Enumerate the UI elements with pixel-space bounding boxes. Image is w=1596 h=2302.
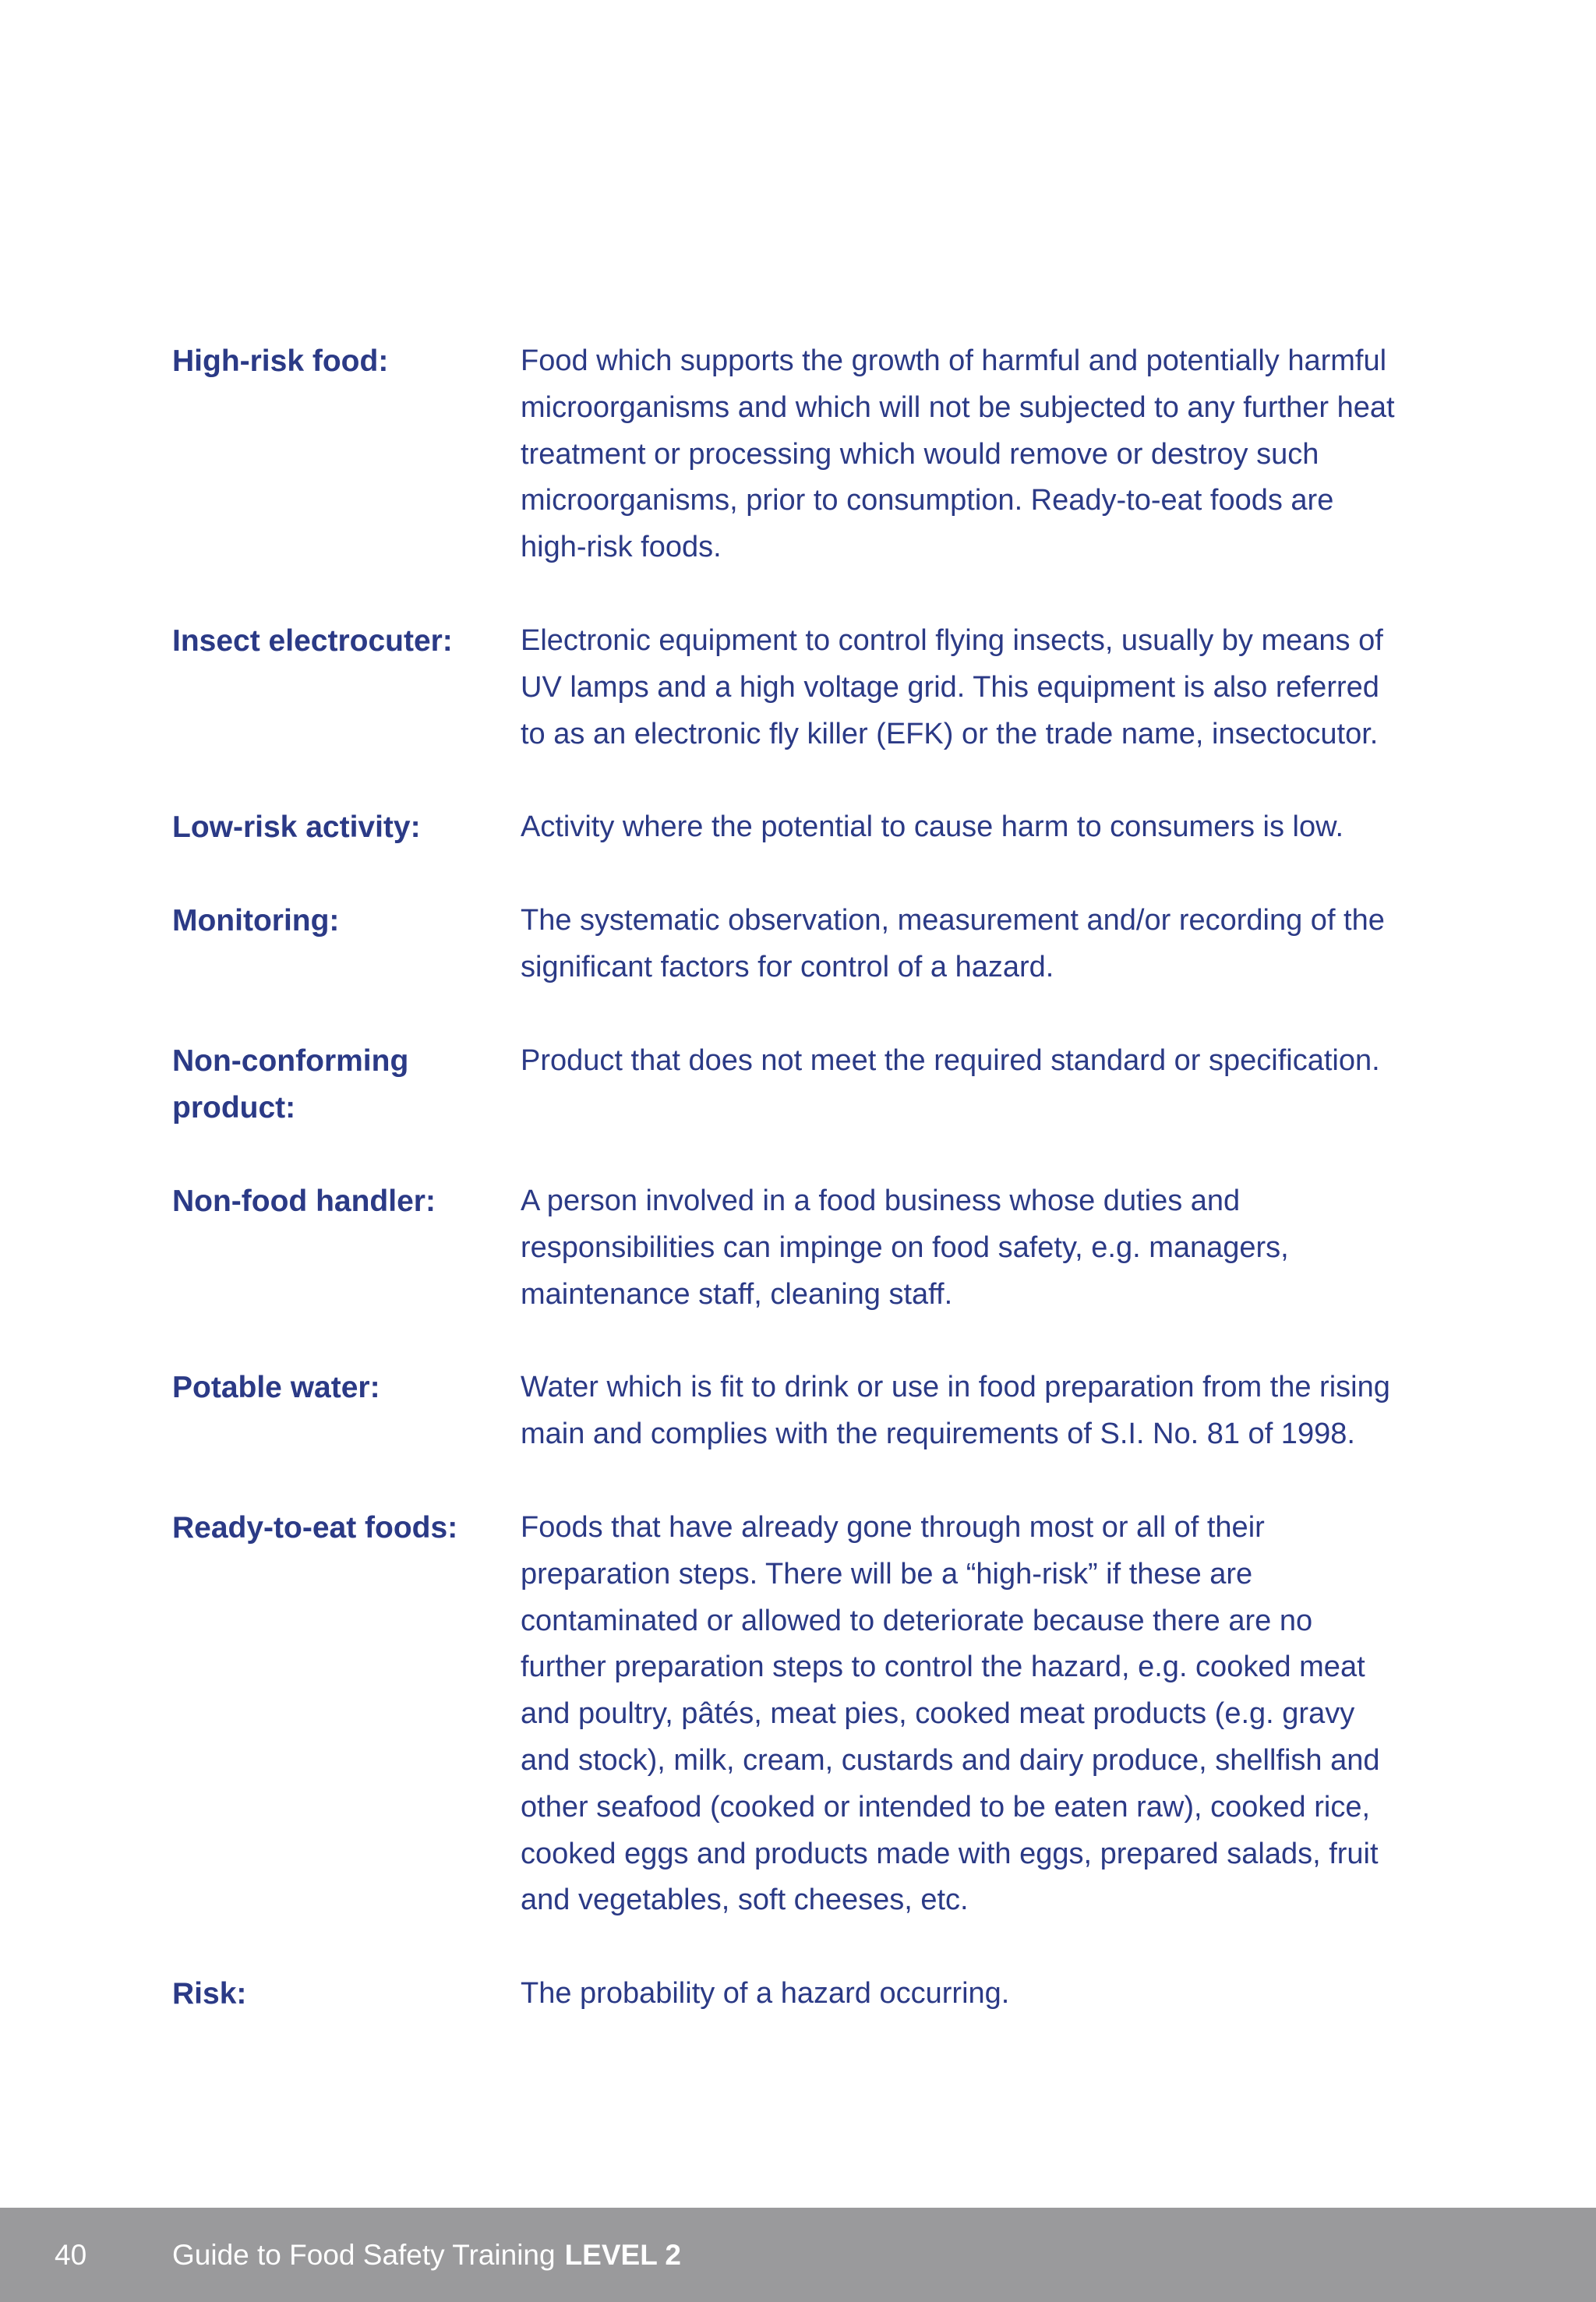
page-footer xyxy=(0,2208,1596,2302)
glossary-definition: Activity where the potential to cause harm to consumers is low. xyxy=(521,810,1344,844)
glossary-term: Risk: xyxy=(172,1977,247,2011)
glossary-entry-insect-electrocuter xyxy=(172,618,1396,757)
glossary-entry-monitoring xyxy=(172,898,1396,991)
glossary-term: Ready-to-eat foods: xyxy=(172,1510,458,1545)
glossary-definition: Food which supports the growth of harmful and potentially harmful microorganisms and which will not be subjected to any further heat treatment or processing which would remove or destroy such microorganisms, prior to consumption. Ready-to-eat foods are high-risk foods. xyxy=(521,344,1395,564)
glossary-entry-non-conforming-product xyxy=(172,1038,1396,1132)
glossary-term: Insect electrocuter: xyxy=(172,623,453,658)
glossary-entry-non-food-handler xyxy=(172,1178,1396,1318)
glossary-entry-low-risk-activity xyxy=(172,804,1396,851)
glossary-entry-ready-to-eat-foods xyxy=(172,1505,1396,1924)
glossary-entry-potable-water xyxy=(172,1365,1396,1458)
glossary-definition: A person involved in a food business whose duties and responsibilities can impinge on food safety, e.g. managers, maintenance staff, cleaning staff. xyxy=(521,1184,1289,1311)
glossary-list xyxy=(172,338,1396,2064)
glossary-definition: The systematic observation, measurement and/or recording of the significant factors for control of a hazard. xyxy=(521,904,1385,984)
glossary-term: Potable water: xyxy=(172,1371,380,1405)
glossary-definition: Electronic equipment to control flying insects, usually by means of UV lamps and a high voltage grid. This equipment is also referred to as an electronic fly killer (EFK) or the trade name, insectocutor. xyxy=(521,623,1383,750)
footer-title-block xyxy=(172,2208,681,2302)
glossary-term: Non-conforming product: xyxy=(172,1043,409,1125)
glossary-term: Monitoring: xyxy=(172,904,340,938)
glossary-definition: Foods that have already gone through most or all of their preparation steps. There will be a “high-risk” if these are contaminated or allowed to deteriorate because there are no further preparation steps to control the hazard, e.g. cooked meat and poultry, pâtés, meat pies, cooked meat products (e.g. gravy and stock), milk, cream, custards and dairy produce, shellfish and other seafood (cooked or intended to be eaten raw), cooked rice, cooked eggs and products made with eggs, prepared salads, fruit and vegetables, soft cheeses, etc. xyxy=(521,1510,1380,1917)
glossary-term: Non-food handler: xyxy=(172,1184,436,1218)
glossary-entry-high-risk-food xyxy=(172,338,1396,571)
glossary-definition: The probability of a hazard occurring. xyxy=(521,1977,1010,2011)
glossary-definition: Water which is fit to drink or use in food preparation from the rising main and complies with the requirements of S.I. No. 81 of 1998. xyxy=(521,1371,1390,1451)
glossary-entry-risk xyxy=(172,1971,1396,2018)
glossary-term: Low-risk activity: xyxy=(172,810,421,845)
footer-level: LEVEL 2 xyxy=(564,2239,682,2271)
page-number: 40 xyxy=(55,2239,87,2271)
footer-title: Guide to Food Safety Training xyxy=(172,2239,556,2271)
glossary-definition: Product that does not meet the required standard or specification. xyxy=(521,1043,1380,1077)
glossary-term: High-risk food: xyxy=(172,344,389,378)
